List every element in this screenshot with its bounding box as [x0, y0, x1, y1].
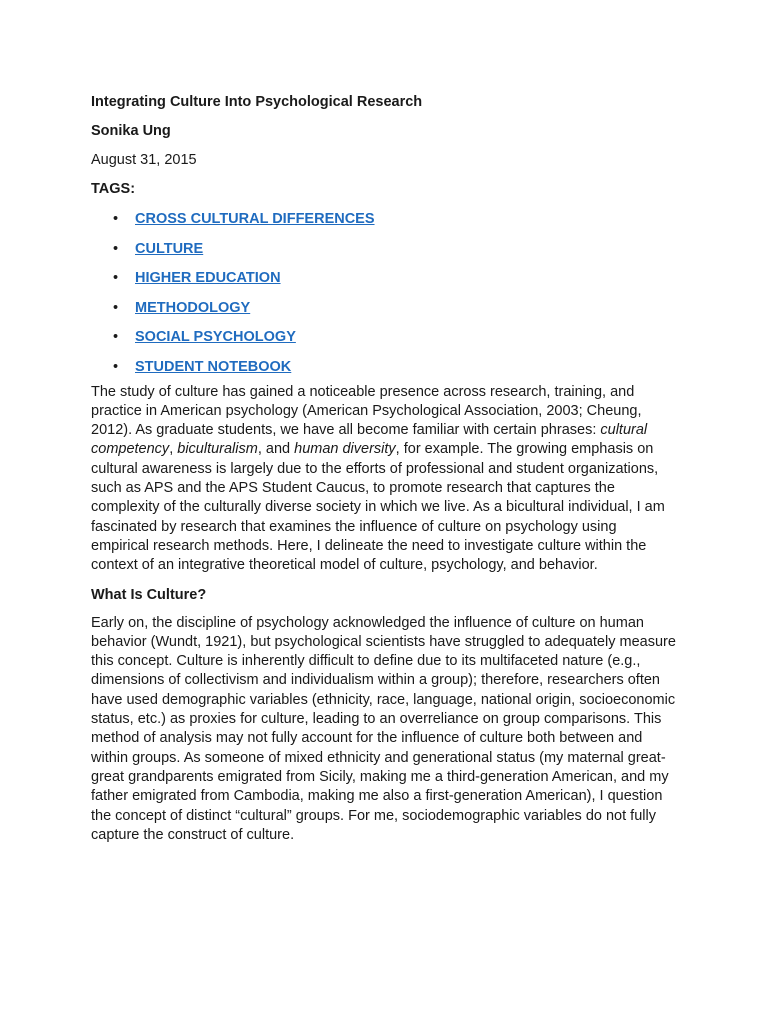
term-cultural-competency: cultural competency [91, 422, 648, 458]
body-paragraph: Early on, the discipline of psychology acknowledged the influence of culture on human behavior (Wundt, 1921), but psychological scientists have struggled to adequately measure this concept. Culture is inherently difficult to define due to its multifaceted nature (e.g., dimensions of collectivism and individualism within a group); therefore, researchers often have used demographic variables (ethnicity, race, language, national origin, socioeconomic status, etc.) as proxies for culture, leading to an overreliance on group comparisons. This method of analysis may not fully account for the influence of culture both between and within groups. As someone of mixed ethnicity and generational status (my maternal great-great grandparents emigrated from Sicily, making me a third-generation American, and my father emigrated from Cambodia, making me also a first-generation American), I question the concept of distinct “cultural” groups. For me, sociodemographic variables do not fully capture the construct of culture. [91, 614, 676, 843]
article-date: August 31, 2015 [91, 152, 197, 168]
bullet-icon: • [113, 358, 119, 375]
bullet-icon: • [113, 270, 119, 287]
tag-link-methodology[interactable]: METHODOLOGY [135, 299, 251, 316]
tag-list-item [91, 239, 676, 269]
bullet-icon: • [113, 329, 119, 346]
bullet-icon: • [113, 211, 119, 227]
tags-label: TAGS: [91, 181, 136, 197]
intro-paragraph [91, 383, 676, 576]
bullet-icon: • [113, 299, 119, 316]
tag-list [91, 209, 676, 387]
tag-list-item [91, 327, 676, 357]
tag-link-student-notebook[interactable]: STUDENT NOTEBOOK [135, 358, 292, 375]
tag-list-item [91, 268, 676, 298]
tag-link-culture[interactable]: CULTURE [135, 240, 204, 257]
tag-list-item [91, 357, 676, 387]
section-heading: What Is Culture? [91, 586, 207, 603]
tag-list-item [91, 298, 676, 328]
tag-list-item [91, 209, 676, 239]
tag-link-cross-cultural-differences[interactable]: CROSS CULTURAL DIFFERENCES [135, 211, 375, 227]
article-title: Integrating Culture Into Psychological Research [91, 94, 423, 110]
article-author: Sonika Ung [91, 123, 171, 139]
tag-link-social-psychology[interactable]: SOCIAL PSYCHOLOGY [135, 329, 296, 346]
intro-text-b: , [169, 441, 178, 458]
intro-text-d: , for example. The growing emphasis on cultural awareness is largely due to the efforts of professional and student organizations, such as APS and the APS Student Caucus, to promote research that captures the complexity of the culturally diverse society in which we live. As a bicultural individual, I am fascinated by research that examines the influence of culture on psychology using empirical research methods. Here, I delineate the need to investigate culture within the context of an integrative theoretical model of culture, psychology, and behavior. [91, 441, 665, 574]
intro-text-c: , and [257, 441, 295, 458]
intro-text-a: The study of culture has gained a noticeable presence across research, training, and practice in American psychology (American Psychological Association, 2003; Cheung, 2012). As graduate students, we have all become familiar with certain phrases: [91, 383, 642, 439]
term-biculturalism: biculturalism [177, 441, 258, 458]
tag-link-higher-education[interactable]: HIGHER EDUCATION [135, 270, 281, 287]
bullet-icon: • [113, 240, 119, 257]
term-human-diversity: human diversity [294, 441, 396, 458]
